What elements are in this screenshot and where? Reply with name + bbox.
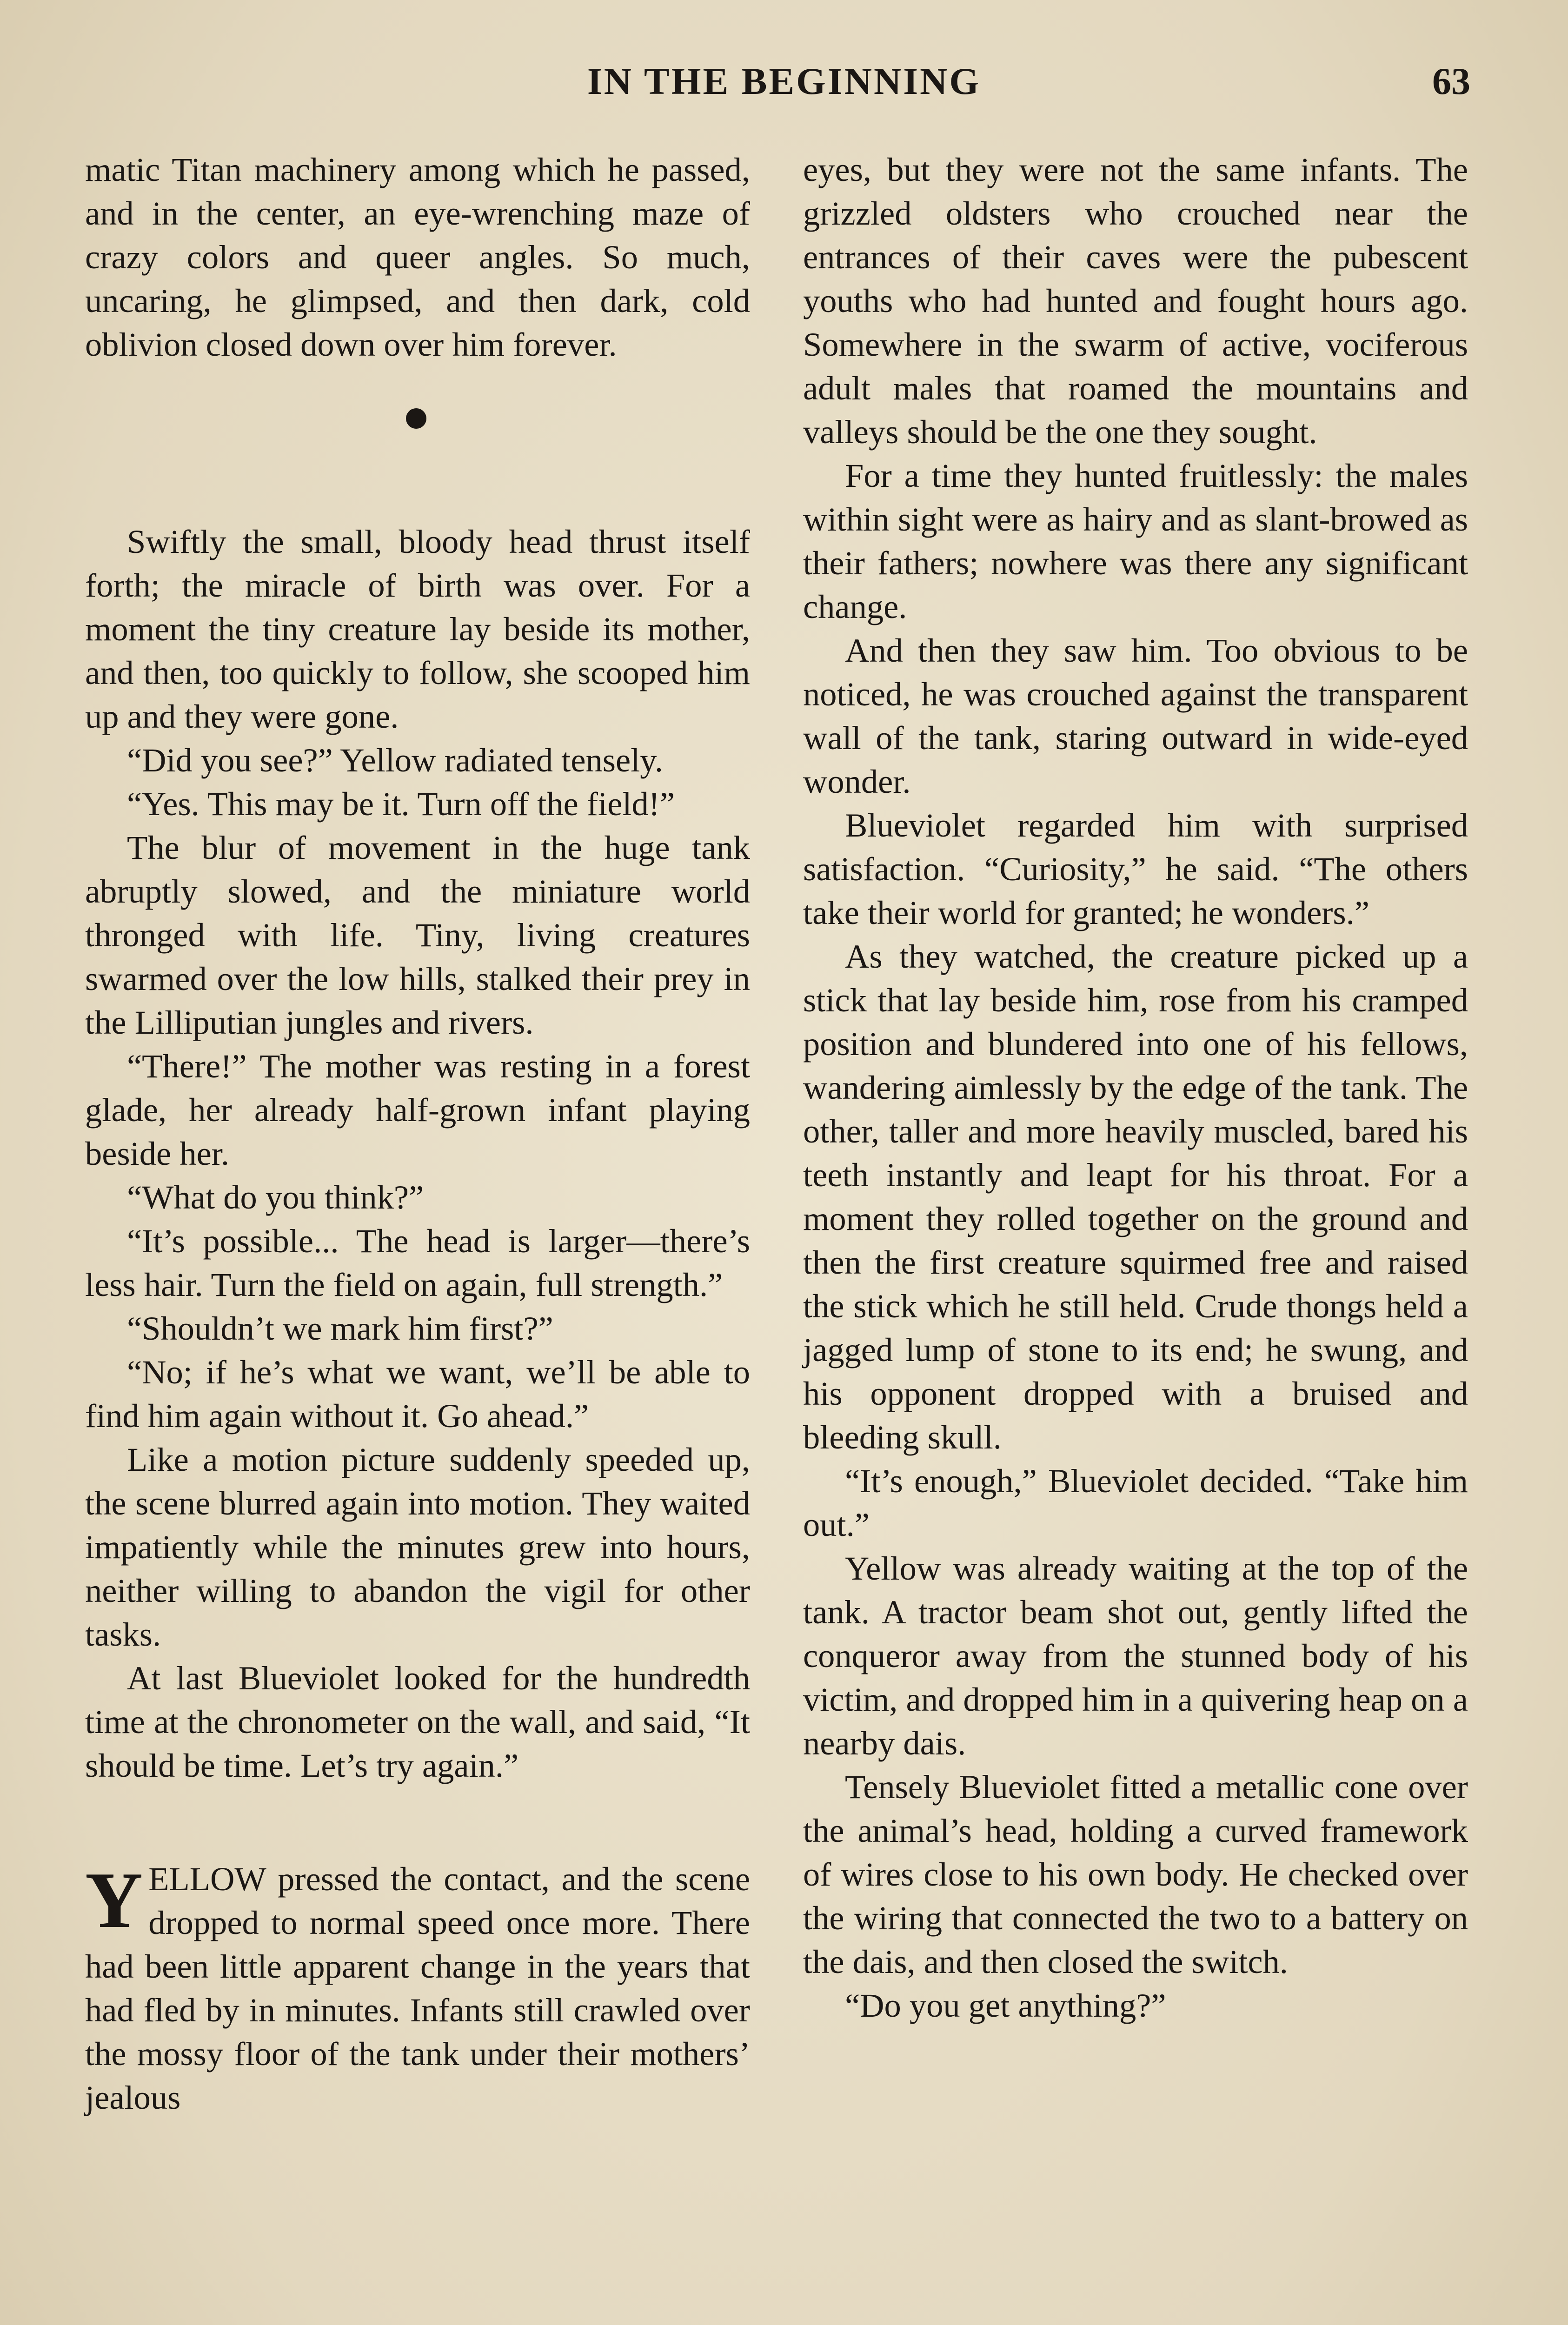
paragraph: At last Blueviolet looked for the hundredth time at the chronometer on the wall, and said, “It should be time. Let’s try again.” bbox=[85, 1659, 750, 1784]
paragraph: “There!” The mother was resting in a forest glade, her already half-grown infant playing beside her. bbox=[85, 1047, 750, 1172]
left-column bbox=[85, 148, 750, 2119]
paragraph: Tensely Blueviolet fitted a metallic cone over the animal’s head, holding a curved framework of wires close to his own body. He checked over the wiring that connected the two to a battery on the dais, and then closed the switch. bbox=[803, 1768, 1468, 1980]
paragraph: “Shouldn’t we mark him first?” bbox=[127, 1309, 553, 1347]
section-separator bbox=[85, 366, 750, 520]
paragraph: matic Titan machinery among which he passed, and in the center, an eye-wrenching maze of crazy colors and queer angles. So much, uncaring, he glimpsed, and then dark, cold oblivion closed down over him forever. bbox=[85, 151, 750, 363]
paragraph: Swiftly the small, bloody head thrust itself forth; the miracle of birth was over. For a moment the tiny creature lay beside its mother, and then, too quickly to follow, she scooped him up and they were gone. bbox=[85, 523, 750, 735]
drop-cap: Y bbox=[85, 1856, 143, 1945]
paragraph: Yellow was already waiting at the top of the tank. A tractor beam shot out, gently lifted the conqueror away from the stunned body of his victim, and dropped him in a quivering heap on a nearby dais. bbox=[803, 1549, 1468, 1762]
paragraph: “No; if he’s what we want, we’ll be able to find him again without it. Go ahead.” bbox=[85, 1353, 750, 1435]
paragraph: eyes, but they were not the same infants. The grizzled oldsters who crouched near the entrances of their caves were the pubescent youths who had hunted and fought hours ago. Somewhere in the swarm of active, vociferous adult males that roamed the mountains and valleys should be the one they sought. bbox=[803, 151, 1468, 451]
paragraph: “It’s enough,” Blueviolet decided. “Take him out.” bbox=[803, 1462, 1468, 1543]
page-number: 63 bbox=[1432, 60, 1470, 102]
paragraph: And then they saw him. Too obvious to be noticed, he was crouched against the transparent wall of the tank, staring outward in wide-eyed wonder. bbox=[803, 631, 1468, 800]
paragraph: For a time they hunted fruitlessly: the males within sight were as hairy and as slant-browed as their fathers; nowhere was there any significant change. bbox=[803, 457, 1468, 625]
paragraph: “It’s possible... The head is larger—there’s less hair. Turn the field on again, full strength.” bbox=[85, 1222, 750, 1303]
small-caps-word: ELLOW bbox=[148, 1860, 266, 1898]
paragraph: “Do you get anything?” bbox=[845, 1986, 1166, 2024]
running-title: IN THE BEGINNING bbox=[587, 60, 981, 102]
right-column bbox=[803, 148, 1468, 2027]
dropcap-paragraph bbox=[85, 1857, 750, 2119]
paragraph: “What do you think?” bbox=[127, 1178, 424, 1216]
paragraph: “Yes. This may be it. Turn off the field!” bbox=[127, 785, 675, 823]
paragraph-text: pressed the contact, and the scene dropped to normal speed once more. There had been little apparent change in the years that had fled by in minutes. Infants still crawled over the mossy floor of the tank under their mothers’ jealous bbox=[85, 1860, 750, 2116]
paragraph: Like a motion picture suddenly speeded up, the scene blurred again into motion. They waited impatiently while the minutes grew into hours, neither willing to abandon the vigil for other tasks. bbox=[85, 1441, 750, 1653]
bullet-dot-icon bbox=[406, 408, 426, 429]
paragraph: The blur of movement in the huge tank abruptly slowed, and the miniature world thronged with life. Tiny, living creatures swarmed over the low hills, stalked their prey in the Lilliputian jungles and rivers. bbox=[85, 829, 750, 1041]
paragraph: Blueviolet regarded him with surprised satisfaction. “Curiosity,” he said. “The others take their world for granted; he wonders.” bbox=[803, 806, 1468, 931]
paragraph: As they watched, the creature picked up a stick that lay beside him, rose from his cramped position and blundered into one of his fellows, wandering aimlessly by the edge of the tank. The other, taller and more heavily muscled, bared his teeth instantly and leapt for his throat. For a moment they rolled together on the ground and then the first creature squirmed free and raised the stick which he still held. Crude thongs held a jagged lump of stone to its end; he swung, and his opponent dropped with a bruised and bleeding skull. bbox=[803, 937, 1468, 1456]
paragraph: “Did you see?” Yellow radiated tensely. bbox=[127, 741, 663, 779]
